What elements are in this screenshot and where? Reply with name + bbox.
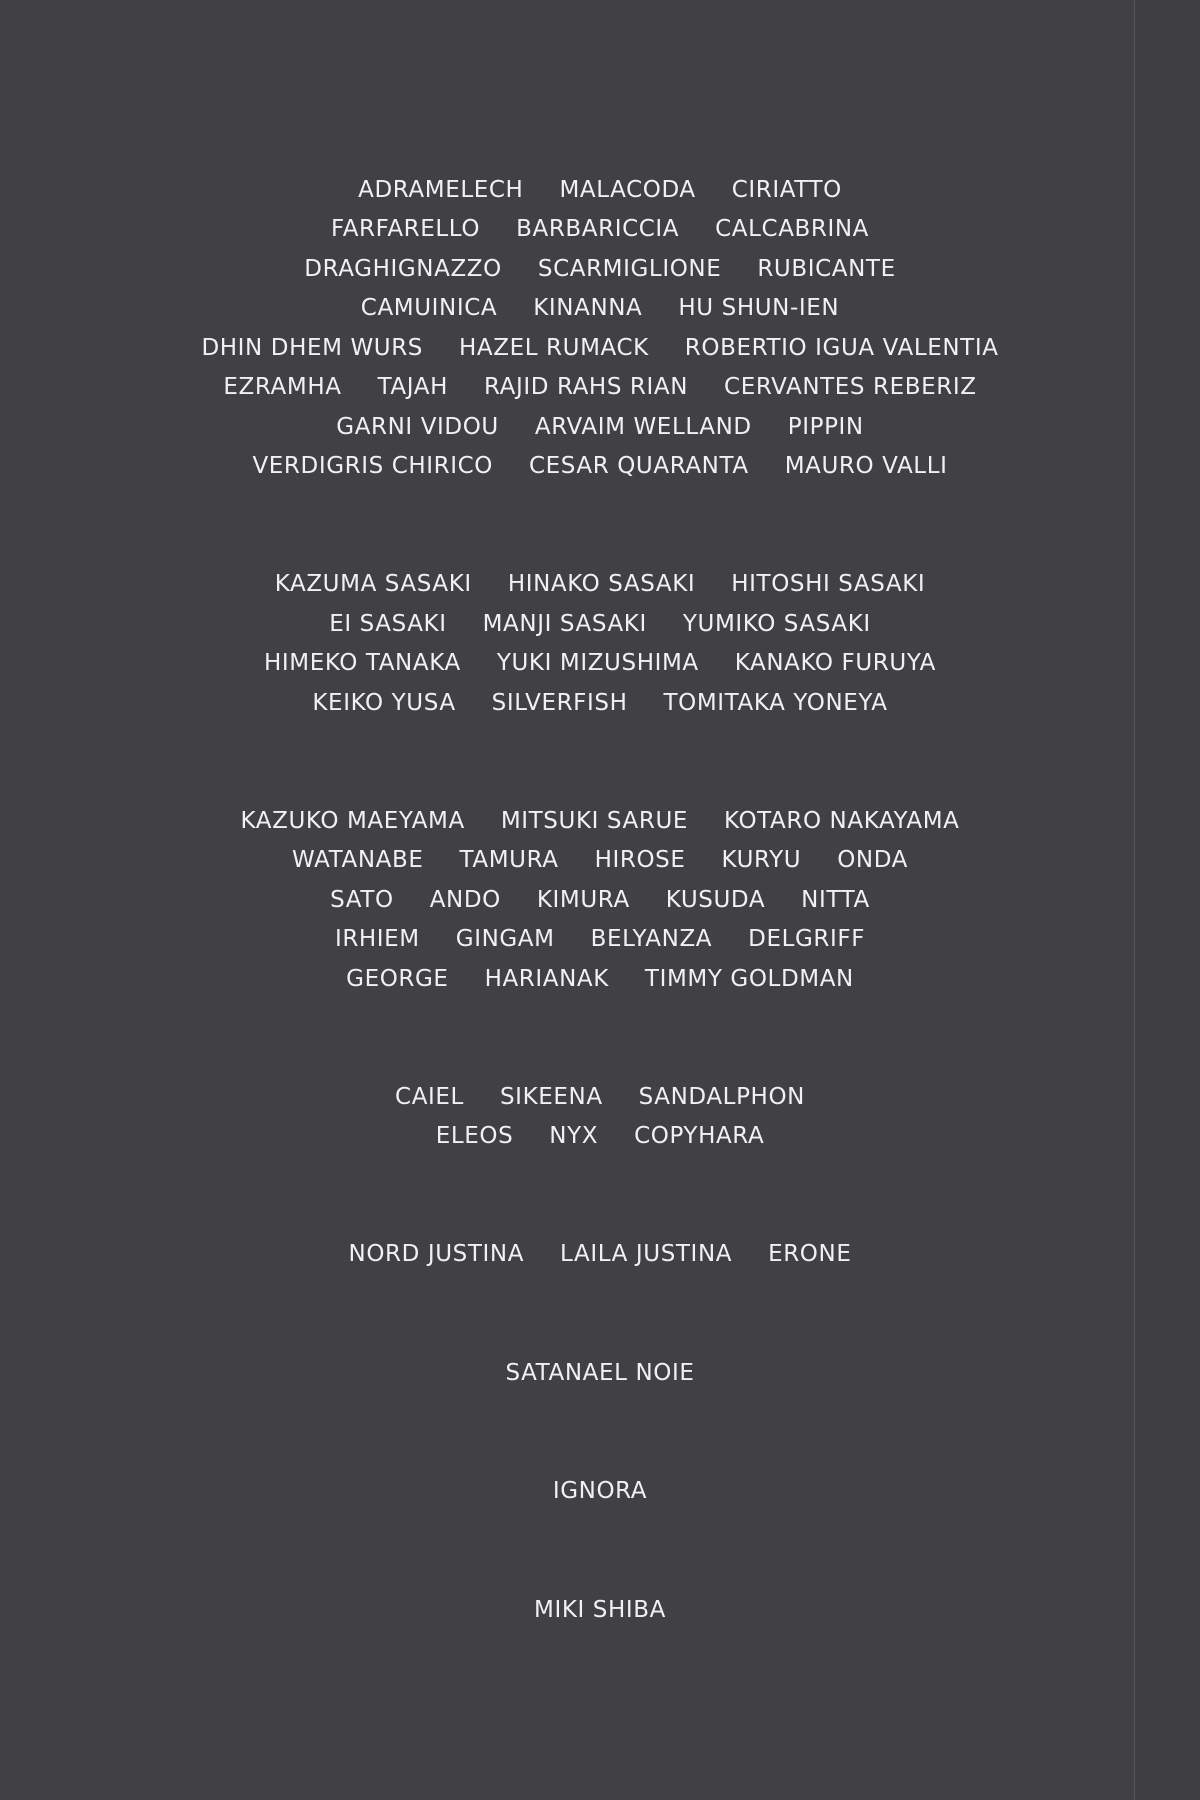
credit-line (0, 1593, 1200, 1627)
credit-line (0, 1474, 1200, 1508)
credit-line (0, 449, 1200, 483)
credit-name: SATANAEL NOIE (505, 1360, 695, 1386)
credit-name: RUBICANTE (757, 256, 896, 282)
credit-name: YUKI MIZUSHIMA (496, 650, 699, 676)
credit-line (0, 1356, 1200, 1390)
credit-line (0, 252, 1200, 286)
credit-line (0, 1080, 1200, 1114)
credit-line (0, 173, 1200, 207)
credit-name: SILVERFISH (491, 690, 628, 716)
credit-name: CALCABRINA (715, 216, 870, 242)
credit-name: HINAKO SASAKI (507, 571, 696, 597)
credit-name: CERVANTES REBERIZ (724, 374, 977, 400)
credit-name: DRAGHIGNAZZO (304, 256, 502, 282)
credit-line (0, 331, 1200, 365)
credit-name: CIRIATTO (731, 177, 842, 203)
credit-name: KOTARO NAKAYAMA (724, 808, 960, 834)
credit-name: KAZUMA SASAKI (274, 571, 472, 597)
credit-name: COPYHARA (634, 1123, 765, 1149)
credit-name: WATANABE (292, 847, 424, 873)
credit-name: MALACODA (559, 177, 696, 203)
credit-name: TAMURA (459, 847, 559, 873)
credit-name: SATO (330, 887, 394, 913)
credit-name: GEORGE (346, 966, 449, 992)
credit-name: CAMUINICA (360, 295, 498, 321)
credit-name: TOMITAKA YONEYA (663, 690, 888, 716)
credit-line (0, 1237, 1200, 1271)
credit-name: ANDO (429, 887, 501, 913)
credit-line (0, 1119, 1200, 1153)
credit-name: KEIKO YUSA (312, 690, 456, 716)
credit-name: HITOSHI SASAKI (731, 571, 926, 597)
credit-name: IGNORA (552, 1478, 648, 1504)
credit-name: NORD JUSTINA (348, 1241, 525, 1267)
credit-name: MAURO VALLI (784, 453, 948, 479)
credit-line (0, 291, 1200, 325)
credit-name: SANDALPHON (638, 1084, 805, 1110)
credit-line (0, 607, 1200, 641)
credit-name: ELEOS (435, 1123, 514, 1149)
credit-name: CAIEL (395, 1084, 464, 1110)
credit-name: ROBERTIO IGUA VALENTIA (684, 335, 999, 361)
credit-line (0, 843, 1200, 877)
credit-name: ADRAMELECH (358, 177, 524, 203)
credit-name: SCARMIGLIONE (537, 256, 722, 282)
credit-name: GARNI VIDOU (336, 414, 499, 440)
credit-name: NYX (549, 1123, 599, 1149)
credit-name: MITSUKI SARUE (500, 808, 689, 834)
credit-name: EI SASAKI (329, 611, 447, 637)
credit-name: KANAKO FURUYA (734, 650, 937, 676)
credit-name: IRHIEM (334, 926, 420, 952)
credit-name: KURYU (721, 847, 802, 873)
credit-name: BELYANZA (590, 926, 713, 952)
credit-name: DELGRIFF (748, 926, 866, 952)
credit-name: TIMMY GOLDMAN (644, 966, 854, 992)
credit-name: VERDIGRIS CHIRICO (252, 453, 493, 479)
credit-name: MIKI SHIBA (534, 1597, 666, 1623)
credit-name: MANJI SASAKI (482, 611, 647, 637)
credit-name: SIKEENA (499, 1084, 603, 1110)
credit-name: ERONE (768, 1241, 852, 1267)
credit-line (0, 962, 1200, 996)
credit-name: RAJID RAHS RIAN (483, 374, 689, 400)
credit-name: HAZEL RUMACK (459, 335, 649, 361)
credit-name: KINANNA (533, 295, 643, 321)
credit-name: CESAR QUARANTA (528, 453, 749, 479)
credit-name: NITTA (801, 887, 870, 913)
credit-line (0, 212, 1200, 246)
credit-name: DHIN DHEM WURS (201, 335, 424, 361)
credit-name: HIMEKO TANAKA (263, 650, 461, 676)
credit-name: BARBARICCIA (516, 216, 680, 242)
credit-name: EZRAMHA (223, 374, 342, 400)
credit-name: HIROSE (594, 847, 686, 873)
credit-line (0, 804, 1200, 838)
credit-line (0, 883, 1200, 917)
credit-line (0, 410, 1200, 444)
credit-name: YUMIKO SASAKI (682, 611, 871, 637)
credit-name: LAILA JUSTINA (560, 1241, 733, 1267)
credit-name: KAZUKO MAEYAMA (240, 808, 465, 834)
credit-name: TAJAH (377, 374, 448, 400)
credit-name: GINGAM (455, 926, 555, 952)
credit-name: HARIANAK (484, 966, 609, 992)
credit-line (0, 922, 1200, 956)
credit-line (0, 567, 1200, 601)
credit-name: FARFARELLO (330, 216, 481, 242)
credit-line (0, 686, 1200, 720)
credit-name: ONDA (837, 847, 908, 873)
credit-name: ARVAIM WELLAND (534, 414, 752, 440)
credit-name: PIPPIN (787, 414, 864, 440)
credit-name: HU SHUN-IEN (678, 295, 840, 321)
credit-line (0, 646, 1200, 680)
credit-name: KIMURA (536, 887, 630, 913)
credit-name: KUSUDA (665, 887, 766, 913)
credit-line (0, 370, 1200, 404)
